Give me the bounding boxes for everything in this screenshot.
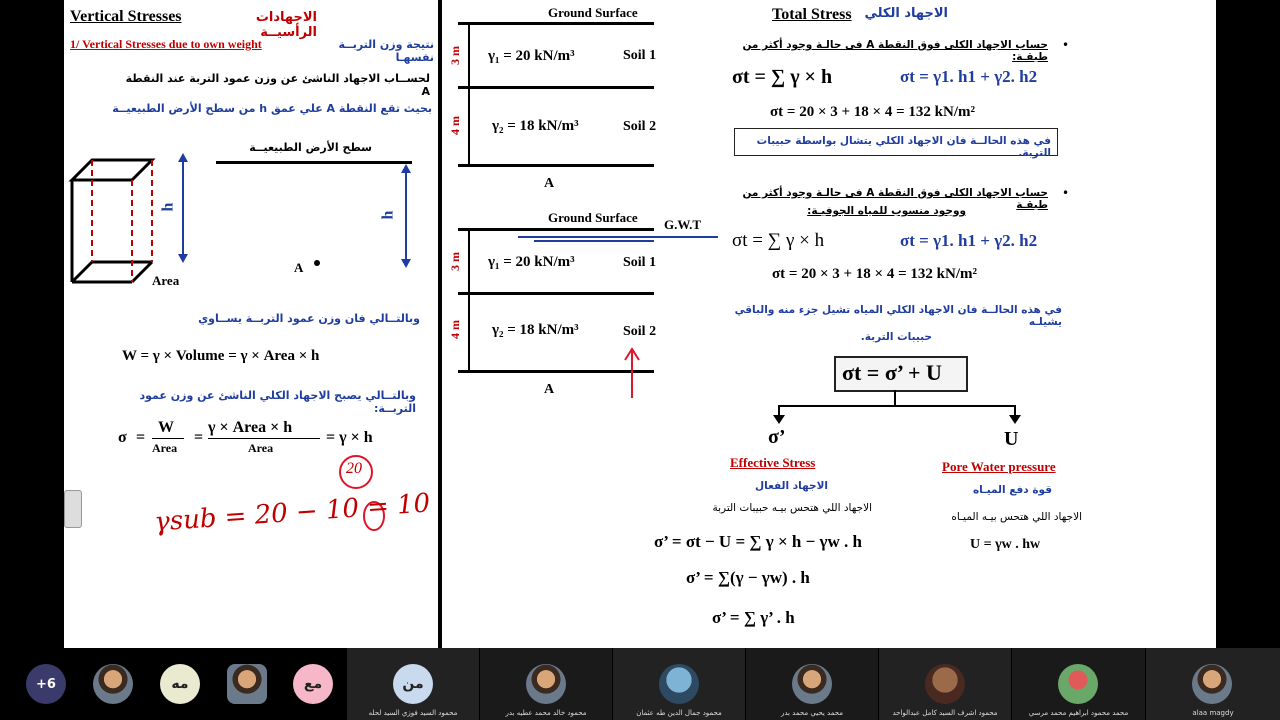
more-participants-button[interactable] (26, 664, 66, 704)
bullet2-ar-line2: ووجود منسوب للمياه الجوفيـة: (807, 205, 966, 217)
diagram1-layer-line (458, 86, 654, 89)
diagram2-layer2-soil: Soil 2 (623, 324, 657, 339)
participant-tile-6[interactable] (1012, 648, 1145, 720)
diagram2-layer-line (458, 292, 654, 295)
handwritten-gamma-sub: γsub = 20 − 10 = 10 (153, 488, 432, 538)
diagram1-layer2-gamma: γ₂ = 18 kN/m³ (492, 118, 579, 134)
participant-tile-3[interactable] (613, 648, 745, 720)
height-arrow-ground (399, 163, 413, 269)
total-stress-title-ar: الاجهاد الكلي (864, 6, 948, 21)
more-count: +6 (36, 676, 56, 692)
fraction2-numerator: γ × Area × h (208, 419, 293, 436)
fraction1-bar (152, 438, 184, 439)
diagram2-layer1-depth: 3 m (448, 252, 462, 271)
formula2-sum: σt = ∑ γ × h (732, 230, 825, 251)
participant-name-5: محمود اشرف السيد كامل عبدالواحد (892, 709, 998, 717)
participant-avatar-1[interactable] (93, 664, 133, 704)
formula2-expanded: σt = γ1. h1 + γ2. h2 (900, 231, 1038, 250)
height-arrow-prism (176, 152, 190, 264)
participant-name-7: alaa magdy (1192, 709, 1234, 717)
bullet1-dot: • (1062, 38, 1070, 52)
participant-tile-4[interactable] (746, 648, 878, 720)
diagram1-ground-line (458, 22, 654, 25)
participant-initials-1[interactable] (160, 664, 200, 704)
fraction1-numerator: W (158, 419, 174, 436)
section1-title-en: 1/ Vertical Stresses due to own weight (70, 37, 262, 51)
diagram2-ground-label: Ground Surface (548, 210, 638, 225)
handwritten-circle-20: 20 (346, 460, 362, 477)
diagram1-depth-axis (468, 22, 470, 166)
diagram2-layer1-soil: Soil 1 (623, 255, 657, 270)
branch-right-ar2: الاجهاد اللي هتحس بيـه الميـاه (951, 511, 1082, 523)
left-slide-page (64, 0, 438, 648)
point-a-label: A (294, 260, 304, 275)
calc1: σt = 20 × 3 + 18 × 4 = 132 kN/m² (770, 104, 975, 120)
box2-formula-text: σt = σ’ + U (842, 360, 942, 385)
participant-name-1: محمود السيد فوزي السيد لحله (368, 709, 458, 717)
diagram1-layer2-depth: 4 m (448, 116, 462, 135)
participant-photo-2 (526, 664, 566, 704)
fraction2-bar (208, 438, 320, 439)
box2-formula (834, 356, 968, 392)
right-slide-page (442, 0, 1216, 648)
diagram1-ground-label: Ground Surface (548, 5, 638, 20)
branch-right-en: Pore Water pressure (942, 459, 1056, 474)
text2-ar-line1: في هذه الحالــة فان الاجهاد الكلي المياه تشيل جزء منه والباقي يشيلـه (734, 304, 1062, 328)
participant-photo-4 (792, 664, 832, 704)
fraction1-denominator: Area (152, 441, 178, 455)
diagram1-layer1-depth: 3 m (448, 46, 462, 65)
point-a-dot (314, 260, 320, 266)
participant-tile-2[interactable] (480, 648, 612, 720)
branch-left-ar1: الاجهاد الفعال (755, 480, 828, 492)
natural-ground-line (216, 161, 412, 164)
box1-note-text: في هذه الحالــة فان الاجهاد الكلي يتشال بواسطة حبيبات التربة. (756, 135, 1051, 159)
tree-right-arrow (1008, 405, 1022, 425)
diagram1-layer1-soil: Soil 1 (623, 48, 657, 63)
diagram1-layer1-gamma: γ₁ = 20 kN/m³ (488, 48, 575, 64)
participant-photo-3 (659, 664, 699, 704)
sigma-symbol: σ (118, 429, 127, 446)
participant-photo-5 (925, 664, 965, 704)
branch-right-ar1: قوة دفع الميـاه (972, 484, 1052, 496)
participant-name-3: محمود جمال الدين طه عثمان (636, 709, 722, 717)
handwritten-up-arrow (622, 346, 642, 400)
effective-stress-eq3: σ’ = ∑ γ’ . h (712, 608, 795, 627)
bullet2-ar-line1: حساب الاجهاد الكلى فوق النقطة A فى حالـة وجود أكثر من طبقـة (742, 187, 1048, 211)
formula1-expanded: σt = γ1. h1 + γ2. h2 (900, 67, 1038, 86)
participant-initials-2[interactable] (293, 664, 333, 704)
participant-avatar-2[interactable] (227, 664, 267, 704)
page-scroll-handle[interactable] (64, 490, 82, 528)
participant-photo-6 (1058, 664, 1098, 704)
branch-left-en: Effective Stress (730, 455, 816, 470)
gwt-label: G.W.T (664, 217, 702, 232)
initials-3: من (402, 676, 424, 692)
branch-left-symbol: σ’ (768, 426, 786, 448)
total-stress-title-en: Total Stress (772, 6, 852, 23)
result-line-ar: وبالتــالي يصبح الاجهاد الكلي الناشئ عن وزن عمود التربــة: (139, 389, 416, 415)
tree-left-arrow (772, 405, 786, 425)
left-line2-ar: بحيث تقع النقطة A علي عمق h من سطح الأرض الطبيعيــة (112, 102, 432, 115)
initials-1: مه (171, 676, 189, 692)
equals-line-ar: وبالتــالي فان وزن عمود التربــة يســاوي (198, 312, 420, 325)
sigma-rhs: = γ × h (326, 429, 373, 446)
participant-photo-7 (1192, 664, 1232, 704)
eq-sign-1: = (136, 429, 146, 446)
participant-initials-3 (393, 664, 433, 704)
diagram1-layer2-soil: Soil 2 (623, 119, 657, 134)
initials-2: مع (303, 676, 323, 692)
participant-name-4: محمد يحيي محمد بدر (780, 709, 844, 717)
branch-left-ar2: الاجهاد اللي هتحس بيـه حبيبات التربة (712, 502, 872, 514)
effective-stress-eq2: σ’ = ∑(γ − γw) . h (686, 568, 810, 587)
diagram2-layer2-depth: 4 m (448, 320, 462, 339)
diagram1-base-line (458, 164, 654, 167)
diagram2-layer1-gamma: γ₁ = 20 kN/m³ (488, 254, 575, 270)
gwt-line-lower (534, 240, 654, 242)
h-label-ground: h (379, 210, 397, 220)
participant-tile-1[interactable] (347, 648, 479, 720)
branch-right-symbol: U (1004, 428, 1019, 450)
diagram2-point-a: A (544, 382, 555, 397)
left-line1-ar: لحســاب الاجهاد الناشئ عن وزن عمود التربة عند النقطة A (125, 72, 430, 98)
section1-title-ar: نتيجة وزن التربــة نفسهـا (338, 38, 434, 64)
participant-name-2: محمود خالد محمد عطيه بدر (505, 709, 587, 717)
left-title-ar: الاجهادات الرأسيــة (255, 10, 317, 40)
diagram2-layer2-gamma: γ₂ = 18 kN/m³ (492, 322, 579, 338)
fraction2-denominator: Area (248, 441, 274, 455)
left-title-en: Vertical Stresses (70, 8, 182, 25)
box1-note (734, 128, 1058, 159)
diagram2-ground-line (458, 228, 654, 231)
eq-sign-2: = (194, 429, 204, 446)
text2-ar-line2: حبيبات التربة. (860, 331, 932, 343)
participant-name-6: محمد محمود ابراهيم محمد مرسي (1028, 709, 1129, 717)
bullet1-ar: حساب الاجهاد الكلى فوق النقطة A فى حالـة وجود أكثر من طبقـة: (742, 39, 1048, 63)
soil-column-prism (64, 150, 174, 290)
calc2: σt = 20 × 3 + 18 × 4 = 132 kN/m² (772, 266, 977, 282)
effective-stress-eq1: σ’ = σt − U = ∑ γ × h − γw . h (654, 532, 862, 551)
tree-stem (894, 390, 896, 406)
participant-tile-5[interactable] (879, 648, 1011, 720)
h-label-prism: h (159, 202, 177, 212)
tree-bar (778, 405, 1016, 407)
diagram2-depth-axis (468, 228, 470, 372)
area-label: Area (152, 273, 180, 288)
bullet2-dot: • (1062, 186, 1070, 200)
ground-label-ar: سطح الأرض الطبيعيــة (249, 141, 372, 154)
weight-formula: W = γ × Volume = γ × Area × h (122, 348, 320, 364)
pore-pressure-formula: U = γw . hw (970, 537, 1041, 552)
diagram1-point-a: A (544, 176, 555, 191)
formula1-sum: σt = ∑ γ × h (732, 66, 833, 88)
gwt-line-upper (518, 236, 718, 238)
participant-tile-7[interactable] (1146, 648, 1280, 720)
